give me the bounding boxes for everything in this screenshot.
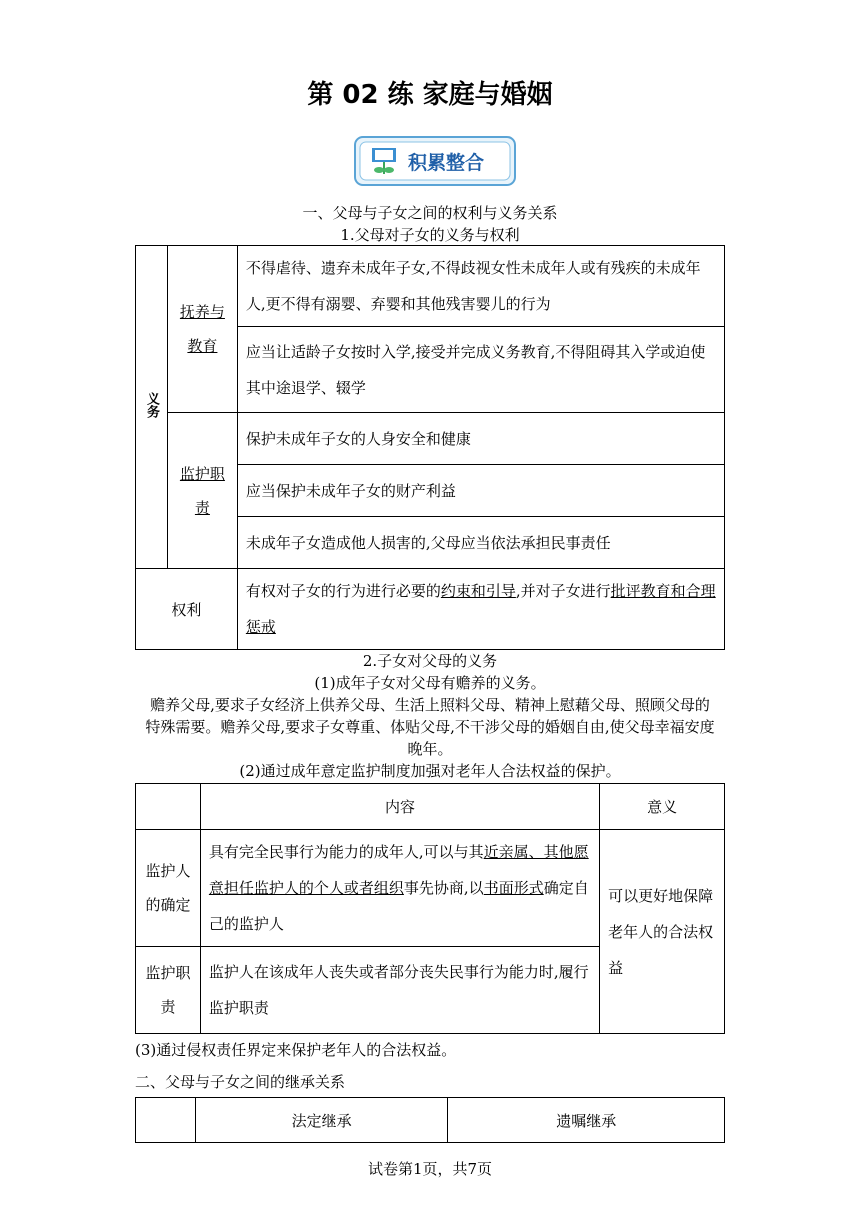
raise-row-2: 应当让适龄子女按时入学,接受并完成义务教育,不得阻碍其入学或迫使其中途退学、辍学 <box>237 327 724 413</box>
header-meaning: 意义 <box>600 784 725 830</box>
row1-content: 具有完全民事行为能力的成年人,可以与其近亲属、其他愿意担任监护人的个人或者组织事先协商,以书面形式确定自己的监护人 <box>200 830 599 947</box>
raise-row-1: 不得虐待、遗弃未成年子女,不得歧视女性未成年人或有残疾的未成年人,更不得有溺婴、弃婴和其他残害婴儿的行为 <box>237 246 724 327</box>
header-content: 内容 <box>200 784 599 830</box>
section-badge <box>352 134 518 188</box>
guardian-table <box>135 783 725 1034</box>
para-3: (2)通过成年意定监护制度加强对老年人合法权益的保护。 <box>239 762 621 780</box>
section1-sub1: 1.父母对子女的义务与权利 <box>340 226 520 244</box>
guard-row-1: 保护未成年子女的人身安全和健康 <box>237 413 724 465</box>
para-2-line-1: 赡养父母,要求子女经济上供养父母、生活上照料父母、精神上慰藉父母、照顾父母的 <box>150 696 710 714</box>
page-footer: 试卷第1页，共7页 <box>367 1160 493 1178</box>
para-4: (3)通过侵权责任界定来保护老年人的合法权益。 <box>135 1041 457 1059</box>
section1-sub2: 2.子女对父母的义务 <box>362 652 498 670</box>
rights-text: 有权对子女的行为进行必要的约束和引导,并对子女进行批评教育和合理惩戒 <box>237 569 724 650</box>
row2-label: 监护职 责 <box>136 947 201 1034</box>
rights-label: 权利 <box>136 569 238 650</box>
guard-row-3: 未成年子女造成他人损害的,父母应当依法承担民事责任 <box>237 517 724 569</box>
raise-label: 抚养与 教育 <box>167 246 237 413</box>
para-2-line-3: 晚年。 <box>407 740 453 758</box>
page-title: 第 02 练 家庭与婚姻 <box>307 80 553 110</box>
badge-label: 积累整合 <box>408 152 485 174</box>
header-testamentary: 遗嘱继承 <box>448 1098 725 1143</box>
book-plant-icon <box>372 148 396 174</box>
para-2-line-2: 特殊需要。赡养父母,要求子女尊重、体贴父母,不干涉父母的婚姻自由,使父母幸福安度 <box>145 718 715 736</box>
parent-duty-table <box>135 245 725 650</box>
duty-cell: 义务 <box>136 246 168 569</box>
guard-row-2: 应当保护未成年子女的财产利益 <box>237 465 724 517</box>
guard-label: 监护职 责 <box>167 413 237 569</box>
row2-content: 监护人在该成年人丧失或者部分丧失民事行为能力时,履行监护职责 <box>200 947 599 1034</box>
row1-label: 监护人 的确定 <box>136 830 201 947</box>
meaning-cell: 可以更好地保障老年人的合法权益 <box>600 830 725 1034</box>
para-1: (1)成年子女对父母有赡养的义务。 <box>314 674 546 692</box>
section1-heading: 一、父母与子女之间的权利与义务关系 <box>302 204 558 222</box>
header-statutory: 法定继承 <box>195 1098 448 1143</box>
inheritance-table <box>135 1097 725 1143</box>
section2-heading: 二、父母与子女之间的继承关系 <box>135 1073 346 1091</box>
